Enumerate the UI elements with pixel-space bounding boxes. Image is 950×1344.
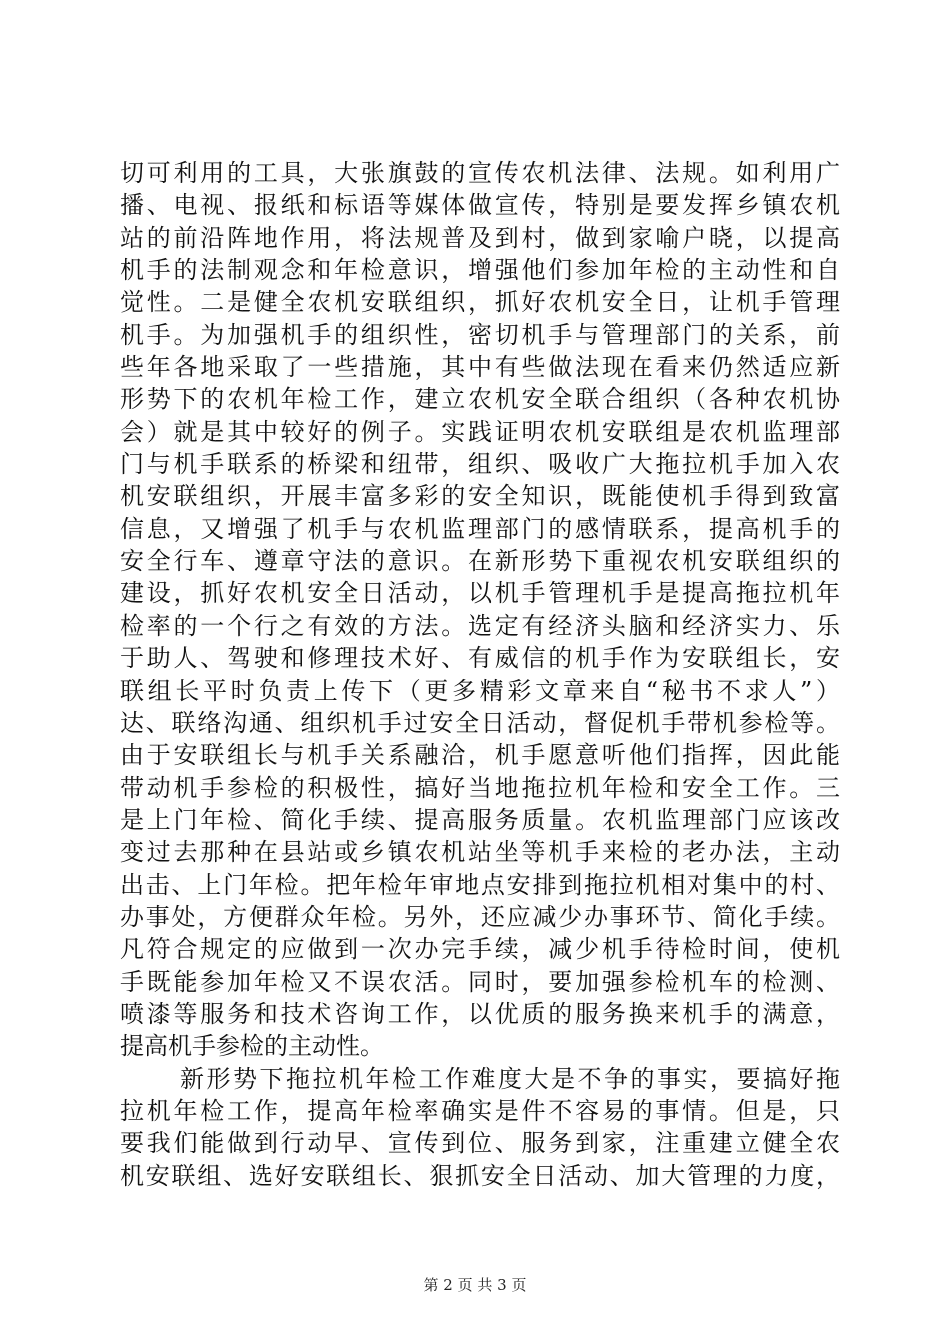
text-line: 切可利用的工具，大张旗鼓的宣传农机法律、法规。如利用广 xyxy=(120,159,840,187)
text-line: 播、电视、报纸和标语等媒体做宣传，特别是要发挥乡镇农机 xyxy=(120,191,840,220)
text-line: 是上门年检、简化手续、提高服务质量。农机监理部门应该改 xyxy=(120,805,840,834)
text-line: 达、联络沟通、组织机手过安全日活动，督促机手带机参检等。 xyxy=(120,708,840,737)
text-line: 由于安联组长与机手关系融洽，机手愿意听他们指挥，因此能 xyxy=(120,741,840,770)
text-line: 机安联组、选好安联组长、狠抓安全日活动、加大管理的力度， xyxy=(120,1161,840,1190)
text-line: 觉性。二是健全农机安联组织，抓好农机安全日，让机手管理 xyxy=(120,288,840,317)
text-line: 办事处，方便群众年检。另外，还应减少办事环节、简化手续。 xyxy=(120,902,840,931)
text-line: 凡符合规定的应做到一次办完手续，减少机手待检时间，使机 xyxy=(120,935,840,964)
text-line: 建设，抓好农机安全日活动，以机手管理机手是提高拖拉机年 xyxy=(120,579,840,608)
text-line: 喷漆等服务和技术咨询工作，以优质的服务换来机手的满意， xyxy=(120,999,840,1028)
text-line: 于助人、驾驶和修理技术好、有威信的机手作为安联组长，安 xyxy=(120,644,840,673)
document-body xyxy=(120,157,840,1192)
text-line: 门与机手联系的桥梁和纽带，组织、吸收广大拖拉机手加入农 xyxy=(120,450,840,479)
text-line: 变过去那种在县站或乡镇农机站坐等机手来检的老办法，主动 xyxy=(120,838,840,867)
text-line: 安全行车、遵章守法的意识。在新形势下重视农机安联组织的 xyxy=(120,547,840,576)
paragraph-end-line: 提高机手参检的主动性。 xyxy=(120,1032,384,1061)
text-line: 会）就是其中较好的例子。实践证明农机安联组是农机监理部 xyxy=(120,417,840,446)
text-line: 带动机手参检的积极性，搞好当地拖拉机年检和安全工作。三 xyxy=(120,773,840,802)
page-number-footer: 第 2 页 共 3 页 xyxy=(423,1276,527,1294)
text-line: 出击、上门年检。把年检年审地点安排到拖拉机相对集中的村、 xyxy=(120,870,840,899)
text-line: 信息，又增强了机手与农机监理部门的感情联系，提高机手的 xyxy=(120,514,840,543)
text-line: 站的前沿阵地作用，将法规普及到村，做到家喻户晓，以提高 xyxy=(120,223,840,252)
paragraph-start-line: 新形势下拖拉机年检工作难度大是不争的事实，要搞好拖 xyxy=(180,1064,840,1093)
text-line: 机安联组织，开展丰富多彩的安全知识，既能使机手得到致富 xyxy=(120,482,840,511)
text-line: 形势下的农机年检工作，建立农机安全联合组织（各种农机协 xyxy=(120,385,840,414)
text-line: 些年各地采取了一些措施，其中有些做法现在看来仍然适应新 xyxy=(120,353,840,382)
text-line: 检率的一个行之有效的方法。选定有经济头脑和经济实力、乐 xyxy=(120,611,840,640)
text-line: 机手。为加强机手的组织性，密切机手与管理部门的关系，前 xyxy=(120,320,840,349)
text-line: 机手的法制观念和年检意识，增强他们参加年检的主动性和自 xyxy=(120,256,840,285)
text-line: 联组长平时负责上传下（更多精彩文章来自“秘书不求人”） xyxy=(120,676,840,705)
text-line: 手既能参加年检又不误农活。同时，要加强参检机车的检测、 xyxy=(120,967,840,996)
text-line: 拉机年检工作，提高年检率确实是件不容易的事情。但是，只 xyxy=(120,1096,840,1125)
text-line: 要我们能做到行动早、宣传到位、服务到家，注重建立健全农 xyxy=(120,1129,840,1158)
